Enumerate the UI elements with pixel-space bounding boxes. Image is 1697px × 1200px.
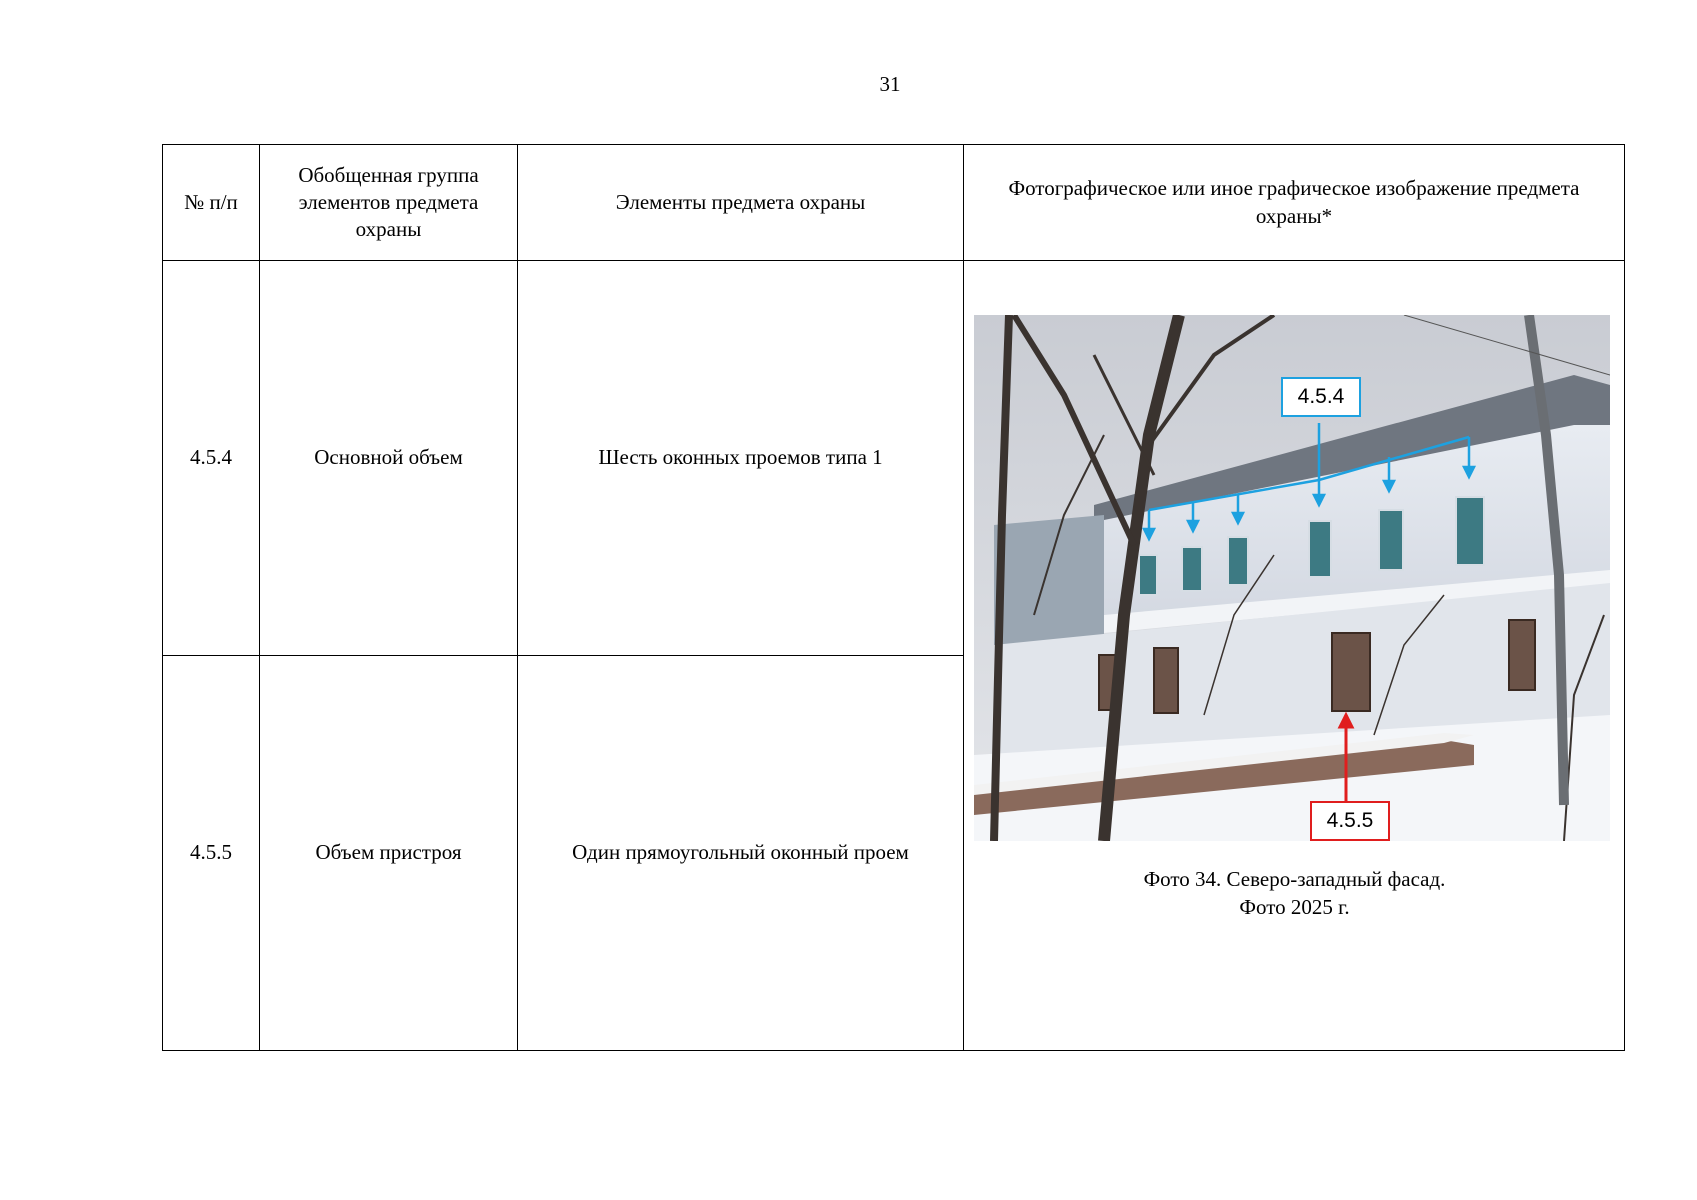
photo-cell bbox=[964, 261, 1625, 1051]
facade-photo bbox=[974, 315, 1610, 841]
row-elements: Шесть оконных проемов типа 1 bbox=[518, 261, 964, 656]
header-group: Обобщенная группа элементов предмета охраны bbox=[260, 145, 518, 261]
header-photo: Фотографическое или иное графическое изображение предмета охраны* bbox=[964, 145, 1625, 261]
table-row bbox=[163, 261, 1625, 656]
row-num: 4.5.5 bbox=[163, 656, 260, 1051]
protection-table bbox=[162, 144, 1625, 1051]
callout-4-5-5: 4.5.5 bbox=[1310, 801, 1390, 841]
photo-caption-line1: Фото 34. Северо-западный фасад. bbox=[1143, 867, 1446, 891]
callout-4-5-4: 4.5.4 bbox=[1281, 377, 1361, 417]
row-group: Основной объем bbox=[260, 261, 518, 656]
table-header-row bbox=[163, 145, 1625, 261]
header-num: № п/п bbox=[163, 145, 260, 261]
row-num: 4.5.4 bbox=[163, 261, 260, 656]
photo-caption bbox=[964, 865, 1625, 922]
row-group: Объем пристроя bbox=[260, 656, 518, 1051]
photo-caption-line2: Фото 2025 г. bbox=[1239, 895, 1350, 920]
page-number: 31 bbox=[879, 72, 901, 96]
header-elements: Элементы предмета охраны bbox=[518, 145, 964, 261]
row-elements: Один прямоугольный оконный проем bbox=[518, 656, 964, 1051]
